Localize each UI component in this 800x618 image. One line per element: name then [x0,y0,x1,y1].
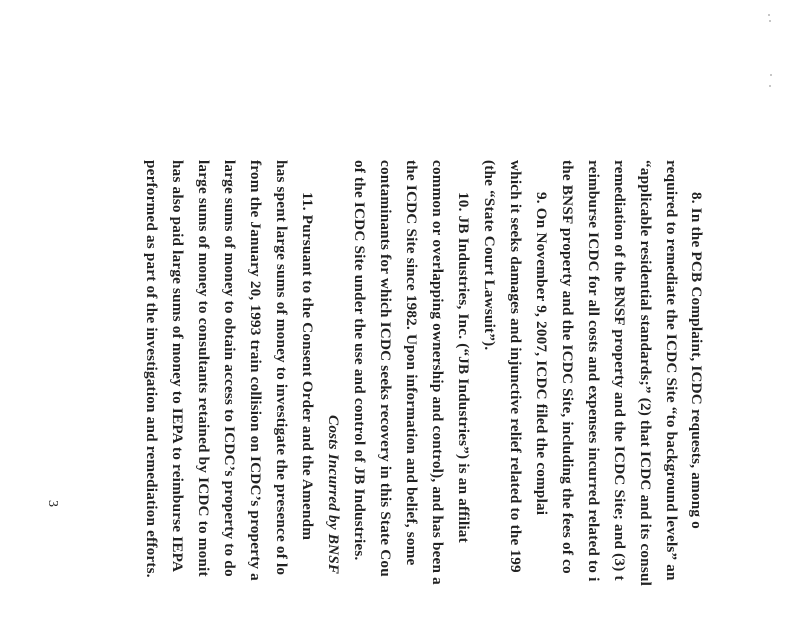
scan-speck [769,85,771,87]
paragraph-8-line-1: 8. In the PCB Complaint, ICDC requests, among o [688,192,705,529]
scan-speck [770,74,772,76]
paragraph-11-line-5: large sums of money to consultants retained by ICDC to monit [195,160,212,577]
paragraph-9-line-3: (the “State Court Lawsuit”). [481,160,498,351]
paragraph-11-line-3: from the January 20, 1993 train collision on ICDC’s property a [247,160,264,581]
paragraph-8-line-6: the BNSF property and the ICDC Site, including the fees of co [559,160,576,574]
paragraph-9-line-2: which it seeks damages and injunctive relief related to the 199 [507,160,524,573]
paragraph-8-line-4: remediation of the BNSF property and the ICDC Site; and (3) t [611,160,628,581]
paragraph-10-line-4: contaminants for which ICDC seeks recovery in this State Cou [377,160,394,577]
paragraph-11-line-7: performed as part of the investigation and remediation efforts. [143,160,160,578]
paragraph-11-line-1: 11. Pursuant to the Consent Order and the Amendm [299,192,316,541]
rotated-text-column [135,0,800,618]
paragraph-10-line-3: the ICDC Site since 1982. Upon information and belief, some [403,160,420,566]
paragraph-10-line-1: 10. JB Industries, Inc. (“JB Industries”) is an affiliat [455,192,472,543]
paragraph-11-line-4: large sums of money to obtain access to ICDC’s property to do [221,160,238,577]
scan-speck [768,14,770,16]
section-heading-costs: Costs Incurred by BNSF [325,415,342,575]
paragraph-8-line-5: reimburse ICDC for all costs and expenses incurred related to i [585,160,602,582]
paragraph-10-line-5: of the ICDC Site under the use and control of JB Industries. [351,160,368,561]
paragraph-9-line-1: 9. On November 9, 2007, ICDC filed the complai [533,192,550,516]
paragraph-10-line-2: common or overlapping ownership and control), and has been a [429,160,446,585]
paragraph-8-line-3: “applicable residential standards;” (2) that ICDC and its consul [637,160,654,587]
scan-speck [769,20,771,22]
paragraph-11-line-6: has also paid large sums of money to IEPA to reimburse IEPA [169,160,186,573]
paragraph-11-line-2: has spent large sums of money to investigate the presence of lo [273,160,290,576]
paragraph-8-line-2: required to remediate the ICDC Site “to background levels” an [663,160,680,581]
page-number: 3 [45,500,60,507]
